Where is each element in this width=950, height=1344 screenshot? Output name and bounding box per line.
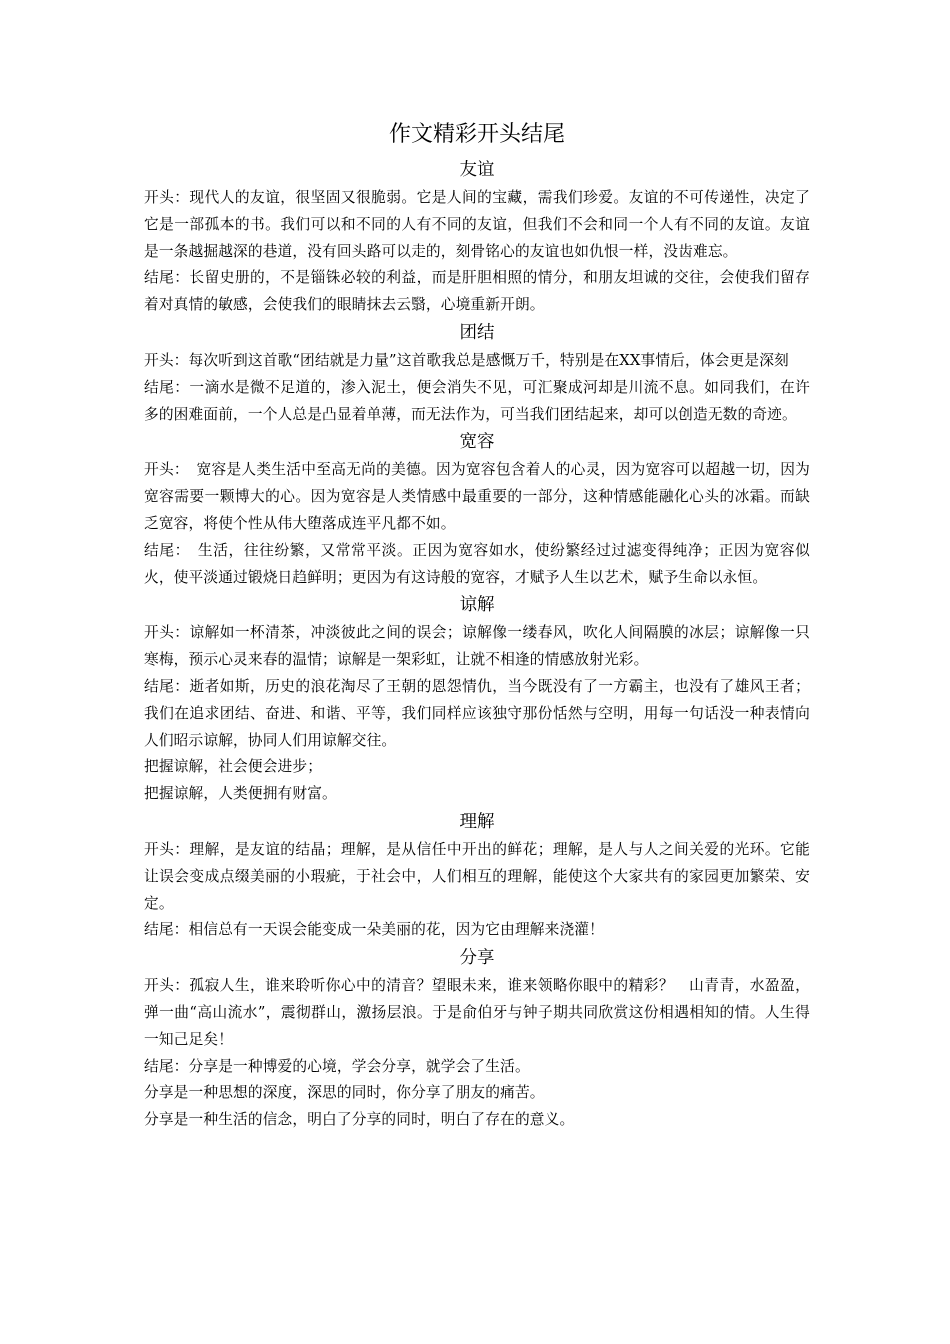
ending-paragraph: 结尾：相信总有一天误会能变成一朵美丽的花，因为它由理解来浇灌！ [144,921,604,939]
opening-paragraph: 开头：每次听到这首歌“团结就是力量”这首歌我总是感慨万千，特别是在XX事情后，体会更是深刻 [144,351,789,369]
opening-paragraph: 开头：孤寂人生，谁来聆听你心中的清音？望眼未来，谁来领略你眼中的精彩？ 山青青，水盈盈，弹一曲“高山流水”，震彻群山，激扬层浪。于是俞伯牙与钟子期共同欣赏这份相遇相知的情。人生得一知己足矣！ [144,977,810,1048]
ending-paragraph: 结尾：逝者如斯，历史的浪花淘尽了王朝的恩怨情仇，当今既没有了一方霸主，也没有了雄风王者；我们在追求团结、奋进、和谐、平等，我们同样应该独守那份恬然与空明，用每一句话没一种表情向人们昭示谅解，协同人们用谅解交往。 [144,677,810,749]
opening-paragraph: 开头：理解，是友谊的结晶；理解，是从信任中开出的鲜花；理解，是人与人之间关爱的光环。它能让误会变成点缀美丽的小瑕疵，于社会中，人们相互的理解，能使这个大家共有的家园更加繁荣、安定。 [144,840,810,912]
page-title: 作文精彩开头结尾 [388,122,565,147]
ending-paragraph: 结尾： 生活，往往纷繁，又常常平淡。正因为宽容如水，使纷繁经过过滤变得纯净；正因为宽容似火，使平淡通过锻烧日趋鲜明；更因为有这诗般的宽容，才赋予人生以艺术，赋予生命以永恒。 [144,541,810,586]
extra-line: 把握谅解，社会便会进步； [144,758,323,776]
section-forgiveness [144,591,810,808]
extra-line: 把握谅解，人类便拥有财富。 [144,785,337,803]
section-unity [144,319,810,428]
section-heading: 谅解 [459,595,495,616]
section-friendship [144,156,810,319]
section-heading: 宽容 [459,432,495,453]
opening-paragraph: 开头：谅解如一杯清茶，冲淡彼此之间的误会；谅解像一缕春风，吹化人间隔膜的冰层；谅解像一只寒梅，预示心灵来春的温情；谅解是一架彩虹，让就不相逢的情感放射光彩。 [144,624,810,669]
document-page [144,118,810,1134]
extra-line: 分享是一种思想的深度，深思的同时，你分享了朋友的痛苦。 [144,1084,545,1102]
ending-paragraph: 结尾：长留史册的，不是锱铢必较的利益，而是肝胆相照的情分，和朋友坦诚的交往，会使我们留存着对真情的敏感，会使我们的眼睛抹去云翳，心境重新开朗。 [144,269,810,314]
section-heading: 理解 [459,811,495,832]
opening-paragraph: 开头：现代人的友谊，很坚固又很脆弱。它是人间的宝藏，需我们珍爱。友谊的不可传递性，决定了它是一部孤本的书。我们可以和不同的人有不同的友谊，但我们不会和同一个人有不同的友谊。友谊是一条越掘越深的巷道，没有回头路可以走的，刻骨铭心的友谊也如仇恨一样，没齿难忘。 [144,189,810,260]
extra-line: 分享是一种生活的信念，明白了分享的同时，明白了存在的意义。 [144,1111,575,1129]
section-understanding [144,808,810,944]
section-heading: 分享 [459,948,495,969]
section-heading: 团结 [459,322,495,343]
ending-paragraph: 结尾：分享是一种博爱的心境，学会分享，就学会了生活。 [144,1057,530,1075]
section-tolerance [144,428,810,591]
ending-paragraph: 结尾：一滴水是微不足道的，渗入泥土，便会消失不见，可汇聚成河却是川流不息。如同我们，在许多的困难面前，一个人总是凸显着单薄，而无法作为，可当我们团结起来，却可以创造无数的奇迹。 [144,378,810,423]
section-heading: 友谊 [459,160,495,180]
section-sharing [144,944,810,1134]
opening-paragraph: 开头： 宽容是人类生活中至高无尚的美德。因为宽容包含着人的心灵，因为宽容可以超越一切，因为宽容需要一颗博大的心。因为宽容是人类情感中最重要的一部分，这种情感能融化心头的冰霜。而缺乏宽容，将使个性从伟大堕落成连平凡都不如。 [144,461,810,532]
